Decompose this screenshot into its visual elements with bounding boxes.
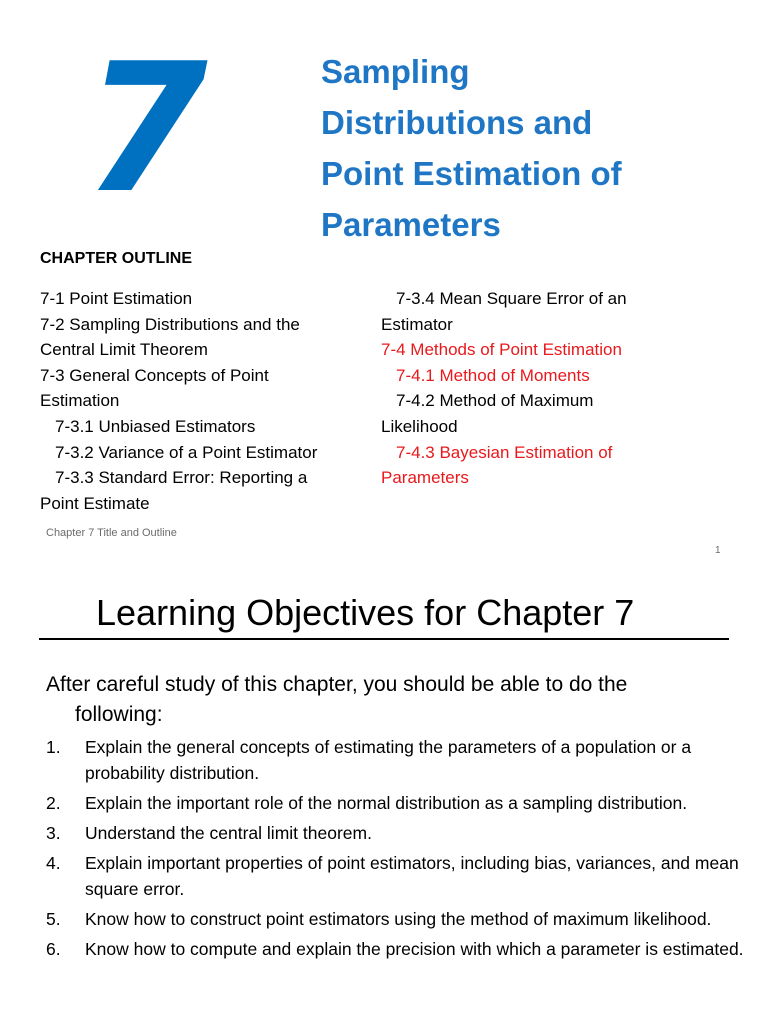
objective-item [46, 906, 746, 932]
objectives-list [46, 734, 746, 966]
slide-learning-objectives [0, 570, 768, 1024]
outline-entry: Estimator [381, 314, 453, 334]
outline-entry: Likelihood [381, 416, 458, 436]
objective-text: Know how to compute and explain the precision with which a parameter is estimated. [85, 939, 744, 959]
objective-text: Understand the central limit theorem. [85, 823, 372, 843]
intro-line: After careful study of this chapter, you should be able to do the [46, 673, 628, 696]
outline-entry: Point Estimate [40, 493, 150, 513]
page-number: 1 [715, 545, 721, 556]
objectives-intro [46, 670, 736, 730]
objective-number: 5. [46, 909, 61, 929]
outline-entry: 7-3.3 Standard Error: Reporting a [55, 468, 308, 488]
objective-number: 4. [46, 853, 61, 873]
intro-line: following: [75, 703, 163, 726]
outline-right-column [381, 286, 701, 491]
objective-text: Explain the important role of the normal distribution as a sampling distribution. [85, 793, 688, 813]
outline-entry: 7-3.4 Mean Square Error of an [396, 289, 627, 308]
objective-item [46, 790, 746, 816]
title-divider [39, 638, 729, 640]
chapter-title-line: Point Estimation of [321, 155, 622, 192]
outline-left-column [40, 286, 370, 516]
outline-entry: Parameters [381, 468, 469, 488]
outline-entry: 7-3.2 Variance of a Point Estimator [55, 442, 318, 462]
objectives-title: Learning Objectives for Chapter 7 [96, 592, 635, 633]
outline-entry: 7-3.1 Unbiased Estimators [55, 416, 256, 436]
chapter-title [321, 46, 751, 250]
objective-text: Know how to construct point estimators using the method of maximum likelihood. [85, 909, 712, 929]
outline-entry: 7-1 Point Estimation [40, 289, 193, 308]
outline-heading: CHAPTER OUTLINE [40, 250, 192, 267]
objective-item [46, 936, 746, 962]
objective-number: 6. [46, 939, 61, 959]
objective-number: 3. [46, 823, 61, 843]
slide-footer-label: Chapter 7 Title and Outline [46, 527, 177, 539]
outline-entry: 7-2 Sampling Distributions and the [40, 314, 300, 334]
chapter-title-line: Sampling [321, 53, 470, 90]
outline-entry: 7-3 General Concepts of Point [40, 365, 269, 385]
outline-entry: Estimation [40, 391, 120, 411]
chapter-title-line: Parameters [321, 206, 501, 243]
objective-item [46, 850, 746, 902]
outline-entry: 7-4.2 Method of Maximum [396, 391, 594, 411]
outline-entry: Central Limit Theorem [40, 340, 208, 360]
objective-number: 1. [46, 737, 61, 757]
objective-item [46, 820, 746, 846]
outline-entry: 7-4.1 Method of Moments [396, 365, 590, 385]
objective-number: 2. [46, 793, 61, 813]
objective-text: Explain important properties of point estimators, including bias, variances, and mean square error. [85, 853, 739, 899]
objective-item [46, 734, 746, 786]
outline-entry: 7-4.3 Bayesian Estimation of [396, 442, 613, 462]
chapter-title-line: Distributions and [321, 104, 593, 141]
chapter-number: 7 [84, 25, 204, 232]
outline-entry: 7-4 Methods of Point Estimation [381, 340, 622, 360]
objective-text: Explain the general concepts of estimating the parameters of a population or a probability distribution. [85, 737, 692, 783]
